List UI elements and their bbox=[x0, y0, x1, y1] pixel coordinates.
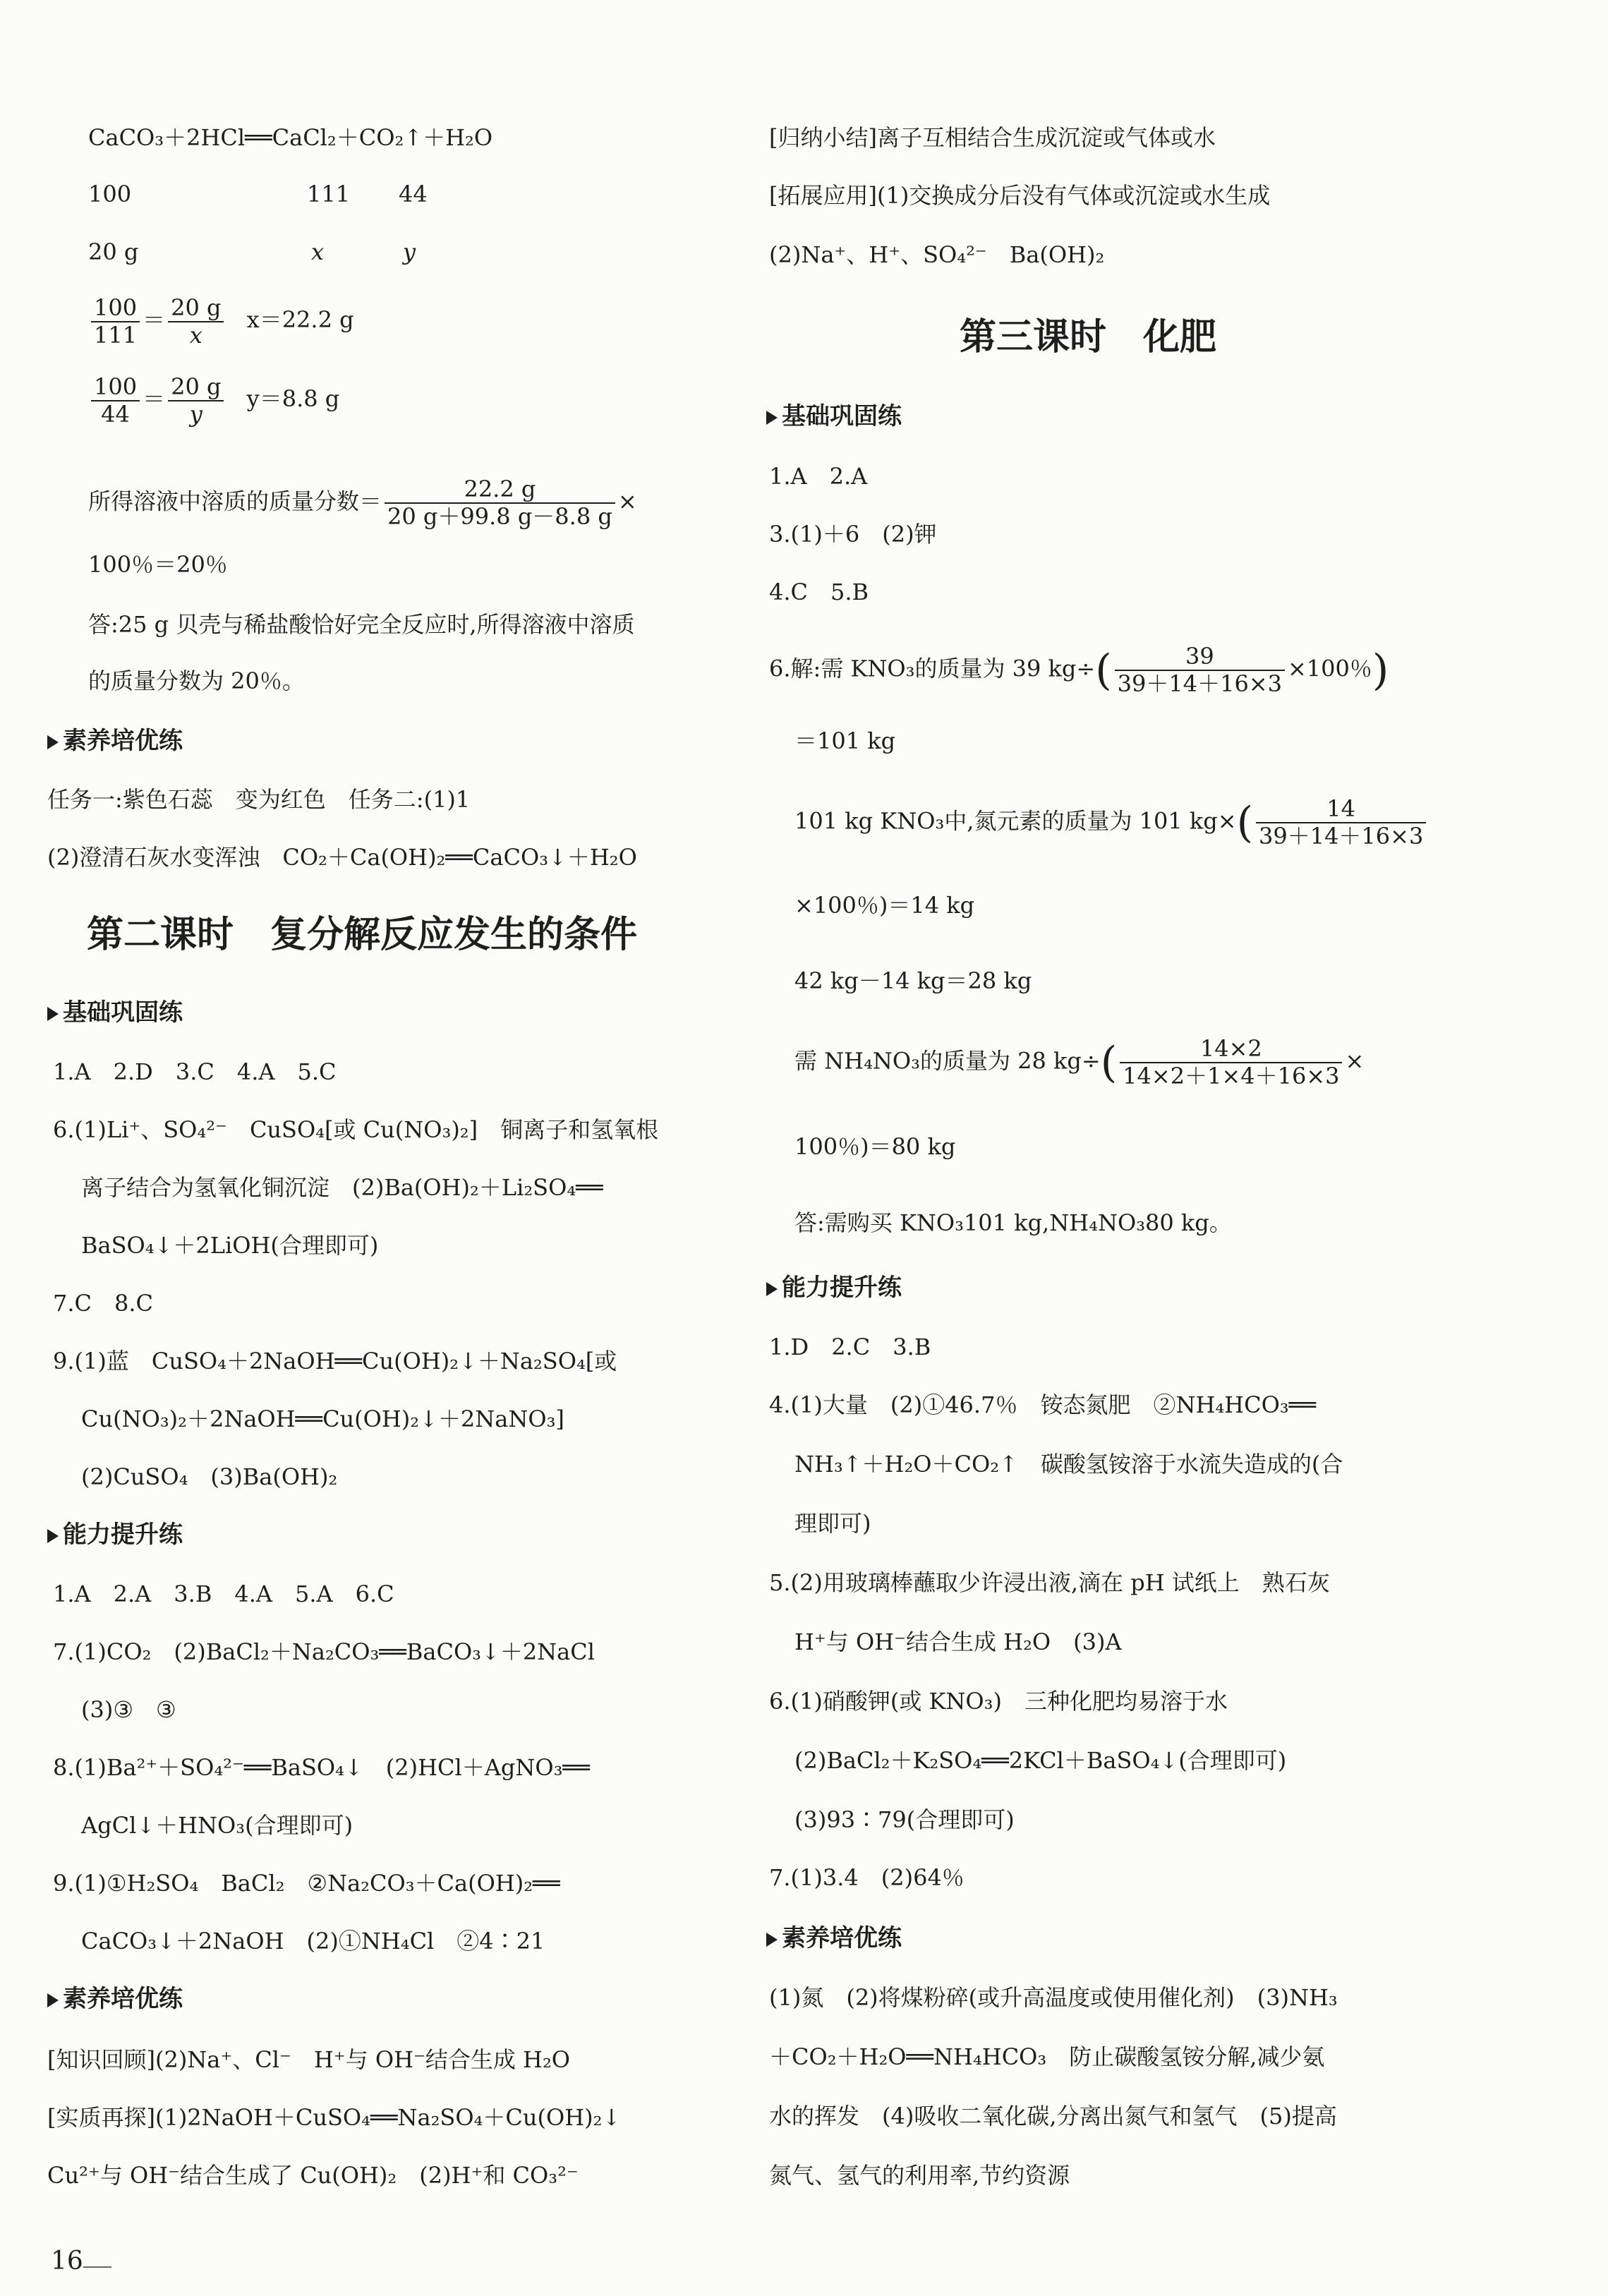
given-row bbox=[88, 234, 416, 270]
answer-line: [拓展应用](1)交换成分后没有气体或沉淀或水生成 bbox=[769, 182, 1271, 209]
mass-caco3: 100 bbox=[88, 181, 132, 207]
fraction: $\frac{14}{39+14+16\times 3}$ bbox=[1256, 796, 1426, 850]
answer-line: [实质再探](1)2NaOH＋CuSO₄══Na₂SO₄＋Cu(OH)₂↓ bbox=[47, 2104, 622, 2131]
answer-line: 1.A 2.A 3.B 4.A 5.A 6.C bbox=[53, 1581, 394, 1607]
triangle-bullet-icon bbox=[766, 1933, 778, 1947]
section-heading: 能力提升练 bbox=[766, 1270, 902, 1305]
page-number-dash bbox=[83, 2266, 111, 2268]
answer-line: 8.(1)Ba²⁺＋SO₄²⁻══BaSO₄↓ (2)HCl＋AgNO₃══ bbox=[53, 1754, 590, 1781]
answer-line: Cu(NO₃)₂＋2NaOH══Cu(OH)₂↓＋2NaNO₃] bbox=[81, 1406, 564, 1432]
answer-line: [知识回顾](2)Na⁺、Cl⁻ H⁺与 OH⁻结合生成 H₂O bbox=[47, 2046, 571, 2073]
equation-caco3-hcl: CaCO₃＋2HCl══CaCl₂＋CO₂↑＋H₂O bbox=[88, 124, 493, 151]
given-y: y bbox=[403, 238, 416, 265]
answer-line: 4.(1)大量 (2)①46.7％ 铵态氮肥 ②NH₄HCO₃══ bbox=[769, 1391, 1317, 1418]
lesson3-title: 第三课时 化肥 bbox=[960, 316, 1217, 358]
triangle-bullet-icon bbox=[47, 1007, 59, 1021]
section-heading: 基础巩固练 bbox=[47, 995, 183, 1030]
answer-line-2: 的质量分数为 20％。 bbox=[88, 667, 305, 694]
given-x: x bbox=[311, 238, 325, 265]
q6-line-5: 42 kg－14 kg＝28 kg bbox=[794, 967, 1032, 994]
answer-line: 4.C 5.B bbox=[769, 579, 869, 605]
answer-line: 1.D 2.C 3.B bbox=[769, 1334, 931, 1360]
answer-line: ＋CO₂＋H₂O══NH₄HCO₃ 防止碳酸氢铵分解,减少氨 bbox=[769, 2043, 1325, 2070]
answer-line: 9.(1)蓝 CuSO₄＋2NaOH══Cu(OH)₂↓＋Na₂SO₄[或 bbox=[53, 1348, 617, 1374]
answer-line: [归纳小结]离子互相结合生成沉淀或气体或水 bbox=[769, 124, 1216, 151]
fraction: $\frac{39}{39+14+16\times 3}$ bbox=[1115, 644, 1285, 697]
fraction: $\frac{22.2 g}{20 g+99.8 g-8.8 g}$ bbox=[385, 476, 615, 530]
answer-line: (2)Na⁺、H⁺、SO₄²⁻ Ba(OH)₂ bbox=[769, 241, 1105, 268]
answer-line: Cu²⁺与 OH⁻结合生成了 Cu(OH)₂ (2)H⁺和 CO₃²⁻ bbox=[47, 2162, 579, 2189]
triangle-bullet-icon bbox=[47, 1529, 59, 1543]
mass-cacl2: 111 bbox=[307, 181, 351, 207]
task-line-2: (2)澄清石灰水变浑浊 CO₂＋Ca(OH)₂══CaCO₃↓＋H₂O bbox=[47, 844, 637, 871]
answer-line: 7.(1)CO₂ (2)BaCl₂＋Na₂CO₃══BaCO₃↓＋2NaCl bbox=[53, 1638, 595, 1665]
answer-line: 1.A 2.D 3.C 4.A 5.C bbox=[53, 1058, 337, 1085]
answer-line: 9.(1)①H₂SO₄ BaCl₂ ②Na₂CO₃＋Ca(OH)₂══ bbox=[53, 1870, 560, 1897]
answer-line: 7.C 8.C bbox=[53, 1290, 154, 1317]
answer-line: 6.(1)硝酸钾(或 KNO₃) 三种化肥均易溶于水 bbox=[769, 1688, 1228, 1715]
answer-line: 理即可) bbox=[794, 1510, 871, 1537]
fraction: $\frac{20 g}{x}$ bbox=[168, 295, 224, 349]
answer-line: (3)③ ③ bbox=[81, 1696, 176, 1723]
section-heading: 素养培优练 bbox=[47, 1981, 183, 2017]
answer-line: (1)氮 (2)将煤粉碎(或升高温度或使用催化剂) (3)NH₃ bbox=[769, 1984, 1338, 2011]
answer-line: (2)BaCl₂＋K₂SO₄══2KCl＋BaSO₄↓(合理即可) bbox=[794, 1747, 1287, 1774]
answer-line: 6.(1)Li⁺、SO₄²⁻ CuSO₄[或 Cu(NO₃)₂] 铜离子和氢氧根 bbox=[53, 1116, 659, 1143]
fraction: $\frac{14\times 2}{14\times 2+1\times 4+16\times 3}$ bbox=[1120, 1036, 1342, 1089]
answer-line: 7.(1)3.4 (2)64％ bbox=[769, 1864, 965, 1891]
section-heading: 基础巩固练 bbox=[766, 399, 902, 434]
answer-line: (3)93∶79(合理即可) bbox=[794, 1806, 1015, 1833]
ratio-x: $\frac{100}{111}$ ＝ $\frac{20 g}{x}$ x＝22.2 g bbox=[88, 295, 354, 349]
task-line-1: 任务一:紫色石蕊 变为红色 任务二:(1)1 bbox=[47, 786, 471, 813]
fraction: $\frac{100}{44}$ bbox=[91, 374, 140, 428]
q6-line-3: 101 kg KNO₃中,氮元素的质量为 101 kg×( $\frac{14}{39+14+16\times 3}$ bbox=[794, 796, 1429, 850]
result-x: x＝22.2 g bbox=[246, 306, 354, 334]
answer-line: 5.(2)用玻璃棒蘸取少许浸出液,滴在 pH 试纸上 熟石灰 bbox=[769, 1569, 1330, 1596]
given-caco3: 20 g bbox=[88, 238, 139, 265]
q6-line-2: ＝101 kg bbox=[794, 727, 896, 754]
answer-line-1: 答:25 g 贝壳与稀盐酸恰好完全反应时,所得溶液中溶质 bbox=[88, 611, 635, 638]
answer-line: 1.A 2.A bbox=[769, 463, 868, 490]
lesson2-title: 第二课时 复分解反应发生的条件 bbox=[87, 914, 638, 956]
result-y: y＝8.8 g bbox=[246, 385, 340, 413]
section-heading: 能力提升练 bbox=[47, 1517, 183, 1552]
mass-co2: 44 bbox=[399, 181, 428, 207]
section-heading: 素养培优练 bbox=[47, 723, 183, 759]
answer-line: 水的挥发 (4)吸收二氧化碳,分离出氮气和氢气 (5)提高 bbox=[769, 2103, 1337, 2129]
fraction: $\frac{100}{111}$ bbox=[91, 295, 140, 349]
answer-line: BaSO₄↓＋2LiOH(合理即可) bbox=[81, 1232, 379, 1259]
answer-line: H⁺与 OH⁻结合生成 H₂O (3)A bbox=[794, 1629, 1122, 1655]
q6-line-6: 需 NH₄NO₃的质量为 28 kg÷( $\frac{14\times 2}{14\times 2+1\times 4+16\times 3}$ × bbox=[794, 1035, 1365, 1089]
section-heading: 素养培优练 bbox=[766, 1921, 902, 1956]
q6-line-1: 6.解:需 KNO₃的质量为 39 kg÷( $\frac{39}{39+14+16\times 3}$ ×100％) bbox=[769, 643, 1389, 697]
answer-line: 3.(1)＋6 (2)钾 bbox=[769, 521, 937, 548]
molar-mass-row bbox=[88, 176, 428, 212]
answer-line: AgCl↓＋HNO₃(合理即可) bbox=[81, 1812, 353, 1839]
q6-answer: 答:需购买 KNO₃101 kg,NH₄NO₃80 kg。 bbox=[794, 1209, 1232, 1236]
answer-line: CaCO₃↓＋2NaOH (2)①NH₄Cl ②4∶21 bbox=[81, 1928, 545, 1954]
fraction: $\frac{20 g}{y}$ bbox=[168, 374, 224, 428]
mass-fraction-result: 100％＝20％ bbox=[88, 551, 228, 578]
ratio-y: $\frac{100}{44}$ ＝ $\frac{20 g}{y}$ y＝8.8 g bbox=[88, 374, 339, 428]
answer-line: 离子结合为氢氧化铜沉淀 (2)Ba(OH)₂＋Li₂SO₄══ bbox=[81, 1174, 603, 1201]
triangle-bullet-icon bbox=[766, 1282, 778, 1296]
answer-line: (2)CuSO₄ (3)Ba(OH)₂ bbox=[81, 1463, 338, 1490]
triangle-bullet-icon bbox=[47, 735, 59, 749]
triangle-bullet-icon bbox=[766, 411, 778, 425]
mass-fraction-line: 所得溶液中溶质的质量分数＝ $\frac{22.2 g}{20 g+99.8 g-8.8 g}$ × bbox=[88, 476, 637, 530]
q6-line-7: 100％)＝80 kg bbox=[794, 1133, 956, 1160]
triangle-bullet-icon bbox=[47, 1993, 59, 2007]
answer-line: NH₃↑＋H₂O＋CO₂↑ 碳酸氢铵溶于水流失造成的(合 bbox=[794, 1451, 1343, 1478]
q6-line-4: ×100％)＝14 kg bbox=[794, 892, 975, 919]
page-number: 16 bbox=[51, 2247, 83, 2276]
answer-line: 氮气、氢气的利用率,节约资源 bbox=[769, 2162, 1070, 2189]
